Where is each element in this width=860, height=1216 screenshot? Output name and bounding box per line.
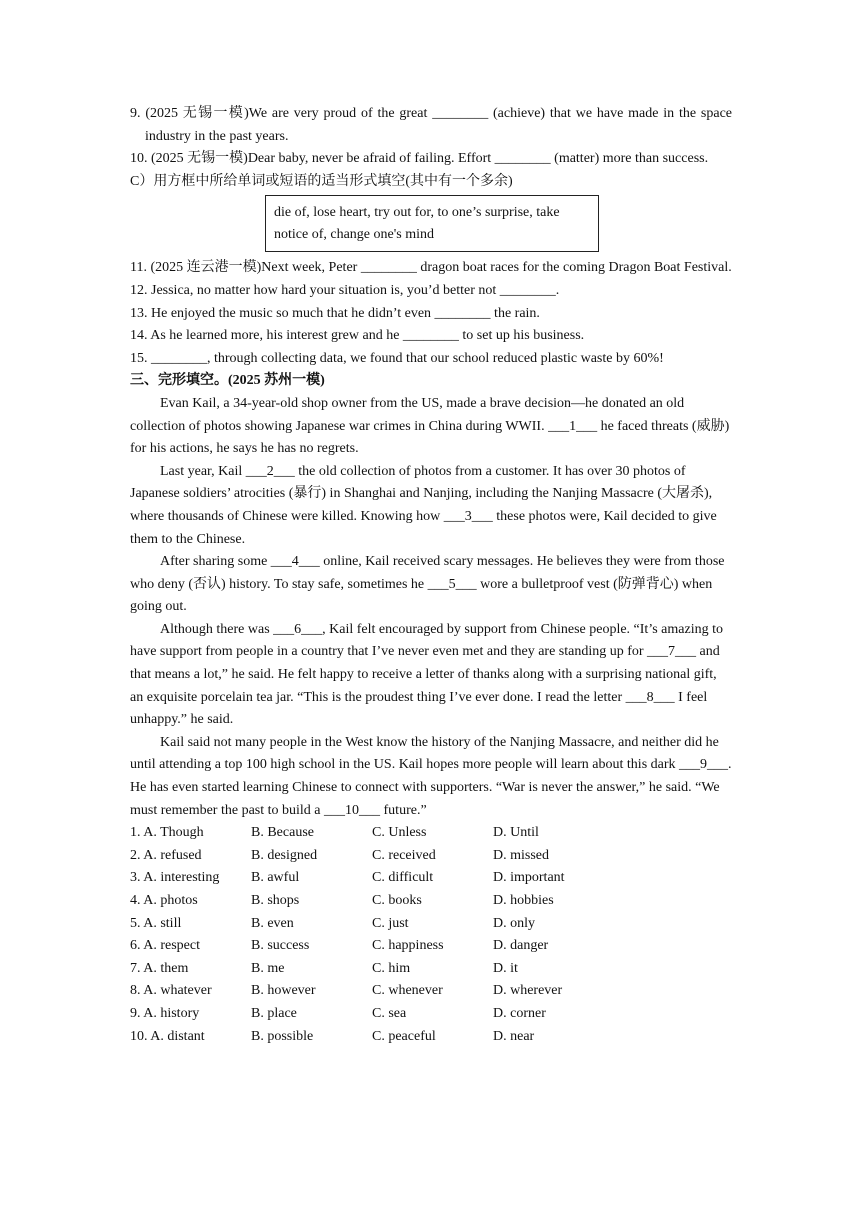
option-row-4 bbox=[130, 890, 732, 913]
option-b: B. designed bbox=[251, 847, 318, 863]
option-a: 5. A. still bbox=[130, 915, 182, 931]
cloze-options bbox=[130, 822, 732, 1048]
option-d: D. hobbies bbox=[493, 893, 554, 908]
option-b: B. possible bbox=[251, 1028, 314, 1044]
option-a: 7. A. them bbox=[130, 960, 189, 976]
option-c: C. happiness bbox=[372, 938, 444, 954]
option-b: B. however bbox=[251, 983, 316, 999]
option-row-8 bbox=[130, 980, 732, 1003]
cloze-paragraph-5: Kail said not many people in the West know the history of the Nanjing Massacre, and neither did he until attending a top 100 high school in the US. Kail hopes more people will learn about this dark ___9___. He has even started learning Chinese to connect with supporters. “War is never the answer,” he said. “We must remember the past to build a ___10___ future.” bbox=[130, 734, 732, 818]
option-c: C. sea bbox=[372, 1005, 407, 1021]
option-d: D. important bbox=[493, 870, 565, 886]
cloze-heading: 三、完形填空。(2025 苏州一模) bbox=[130, 373, 325, 389]
option-row-3 bbox=[130, 867, 732, 890]
option-d: D. wherever bbox=[493, 983, 563, 999]
question-10: 10. (2025 无锡一模)Dear baby, never be afraid of failing. Effort ________ (matter) more than success. bbox=[130, 151, 709, 167]
option-b: B. Because bbox=[251, 825, 314, 841]
cloze-paragraph-3: After sharing some ___4___ online, Kail received scary messages. He believes they were from those who deny (否认) history. To stay safe, sometimes he ___5___ wore a bulletproof vest (防弹背心) when going out. bbox=[130, 554, 725, 615]
option-a: 8. A. whatever bbox=[130, 983, 212, 999]
option-row-1 bbox=[130, 822, 732, 845]
option-a: 6. A. respect bbox=[130, 938, 200, 954]
option-c: C. him bbox=[372, 960, 411, 976]
option-c: C. books bbox=[372, 893, 422, 908]
option-row-5 bbox=[130, 913, 732, 936]
word-bank-box: die of, lose heart, try out for, to one’s surprise, take notice of, change one's mind bbox=[265, 195, 599, 252]
option-row-6 bbox=[130, 935, 732, 958]
option-c: C. Unless bbox=[372, 825, 427, 841]
question-11: 11. (2025 连云港一模)Next week, Peter ________ dragon boat races for the coming Dragon Boat Festival. bbox=[130, 260, 732, 276]
option-d: D. corner bbox=[493, 1005, 546, 1021]
question-9: 9. (2025 无锡一模)We are very proud of the great ________ (achieve) that we have made in the space industry in the past years. bbox=[130, 106, 732, 144]
option-b: B. place bbox=[251, 1005, 297, 1021]
cloze-paragraph-1: Evan Kail, a 34-year-old shop owner from the US, made a brave decision—he donated an old collection of photos showing Japanese war crimes in China during WWII. ___1___ he faced threats (威胁) for his actions, he says he has no regrets. bbox=[130, 395, 730, 457]
option-c: C. received bbox=[372, 847, 436, 863]
option-d: D. near bbox=[493, 1028, 535, 1044]
option-b: B. even bbox=[251, 915, 294, 931]
option-row-2 bbox=[130, 845, 732, 868]
option-c: C. whenever bbox=[372, 983, 443, 999]
question-15: 15. ________, through collecting data, we found that our school reduced plastic waste by 60%! bbox=[130, 350, 664, 366]
question-14: 14. As he learned more, his interest grew and he ________ to set up his business. bbox=[130, 328, 585, 344]
option-a: 1. A. Though bbox=[130, 825, 204, 841]
part-c-heading: C）用方框中所给单词或短语的适当形式填空(其中有一个多余) bbox=[130, 173, 513, 189]
cloze-paragraph-4: Although there was ___6___, Kail felt encouraged by support from Chinese people. “It’s amazing to have support from people in a country that I’ve never even met and they are standing up for ___7___ and that means a lot,” he said. He felt happy to receive a letter of thanks along with a surprising national gift, an exquisite porcelain tea jar. “This is the proudest thing I’ve ever done. I read the letter ___8___ I feel unhappy.” he said. bbox=[130, 621, 723, 728]
question-13: 13. He enjoyed the music so much that he didn’t even ________ the rain. bbox=[130, 305, 540, 321]
option-a: 10. A. distant bbox=[130, 1028, 205, 1044]
option-b: B. shops bbox=[251, 893, 300, 908]
worksheet-page bbox=[130, 103, 732, 1048]
option-d: D. Until bbox=[493, 825, 539, 841]
option-d: D. it bbox=[493, 960, 518, 976]
option-row-7 bbox=[130, 958, 732, 981]
word-box-container bbox=[130, 193, 732, 257]
option-d: D. danger bbox=[493, 938, 549, 954]
option-c: C. difficult bbox=[372, 870, 434, 886]
option-row-10 bbox=[130, 1026, 732, 1049]
option-d: D. only bbox=[493, 915, 535, 931]
option-c: C. peaceful bbox=[372, 1028, 436, 1044]
option-a: 4. A. photos bbox=[130, 893, 198, 908]
option-b: B. me bbox=[251, 960, 285, 976]
option-row-9 bbox=[130, 1003, 732, 1026]
option-b: B. awful bbox=[251, 870, 300, 886]
cloze-paragraph-2: Last year, Kail ___2___ the old collection of photos from a customer. It has over 30 photos of Japanese soldiers’ atrocities (暴行) in Shanghai and Nanjing, including the Nanjing Massacre (大屠杀), where thousands of Chinese were killed. Knowing how ___3___ these photos were, Kail decided to give them to the Chinese. bbox=[130, 463, 717, 547]
option-a: 3. A. interesting bbox=[130, 870, 220, 886]
option-d: D. missed bbox=[493, 847, 549, 863]
option-a: 2. A. refused bbox=[130, 847, 202, 863]
option-a: 9. A. history bbox=[130, 1005, 200, 1021]
option-b: B. success bbox=[251, 938, 310, 954]
question-12: 12. Jessica, no matter how hard your situation is, you’d better not ________. bbox=[130, 282, 560, 298]
option-c: C. just bbox=[372, 915, 409, 931]
